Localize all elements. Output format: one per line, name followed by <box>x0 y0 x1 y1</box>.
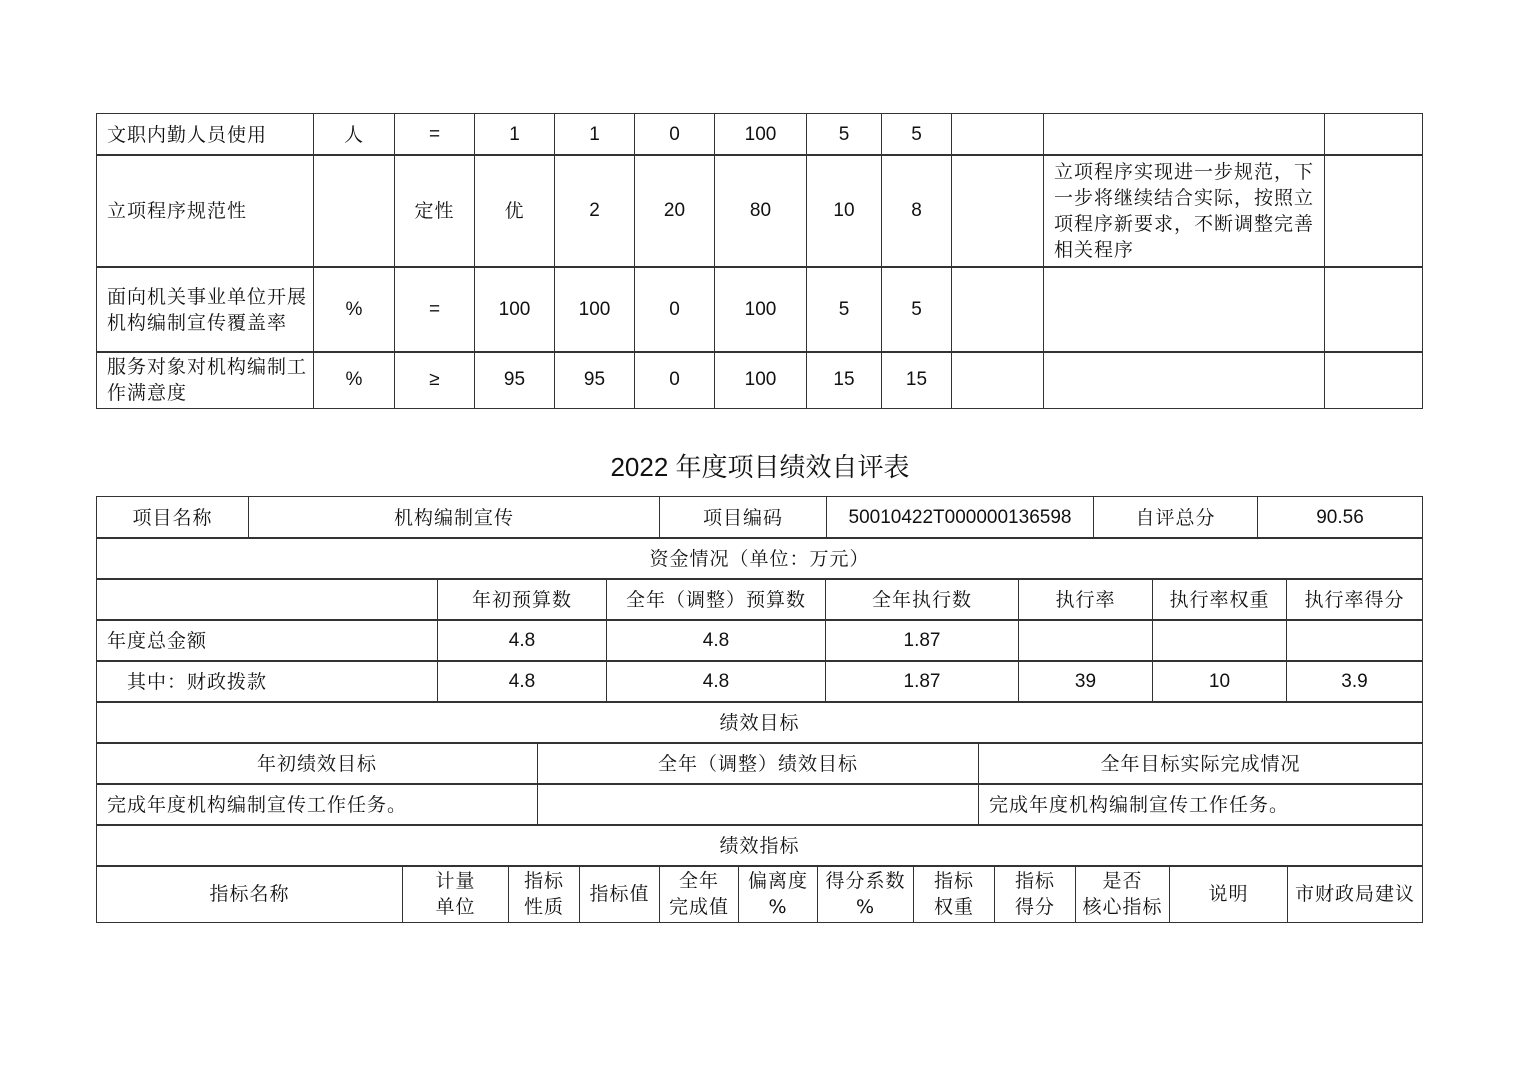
table-cell <box>96 578 438 621</box>
table-cell <box>537 783 979 826</box>
table-cell: 1 <box>554 113 635 156</box>
table-cell <box>951 154 1044 268</box>
performance-self-evaluation-table <box>97 497 1423 922</box>
table-cell: 年初绩效目标 <box>96 742 538 785</box>
table-cell <box>1152 619 1287 662</box>
table-cell: = <box>394 113 475 156</box>
table-cell: 100 <box>474 266 555 353</box>
table-cell: 完成年度机构编制宣传工作任务。 <box>978 783 1423 826</box>
table-cell <box>951 351 1044 409</box>
table-cell: 4.8 <box>437 619 607 662</box>
table-cell: 计量 单位 <box>402 865 509 923</box>
table-cell: 100 <box>714 113 807 156</box>
table-cell: 全年（调整）绩效目标 <box>537 742 979 785</box>
project-info-row <box>97 496 1423 538</box>
table-cell: 绩效目标 <box>96 701 1423 744</box>
table-cell: 1.87 <box>825 660 1019 703</box>
table-cell: 资金情况（单位：万元） <box>96 537 1423 580</box>
table-cell <box>1043 113 1325 156</box>
table-cell: 全年执行数 <box>825 578 1019 621</box>
table-cell: 指标名称 <box>96 865 403 923</box>
goals-header-row <box>97 701 1423 743</box>
table-cell: 是否 核心指标 <box>1075 865 1170 923</box>
table-cell: % <box>313 351 395 409</box>
table-cell: 10 <box>1152 660 1287 703</box>
table-cell <box>1324 266 1423 353</box>
table-cell: 完成年度机构编制宣传工作任务。 <box>96 783 538 826</box>
page-title: 2022 年度项目绩效自评表 <box>610 452 910 482</box>
table-cell: 其中：财政拨款 <box>96 660 438 703</box>
table-row <box>97 113 1423 155</box>
table-cell: 优 <box>474 154 555 268</box>
table-cell: 0 <box>634 266 715 353</box>
table-cell: = <box>394 266 475 353</box>
table-cell: 20 <box>634 154 715 268</box>
table-cell: 绩效指标 <box>96 824 1423 867</box>
table-cell: 39 <box>1018 660 1153 703</box>
table-cell: 5 <box>806 266 882 353</box>
table-cell: 1.87 <box>825 619 1019 662</box>
table-cell: 8 <box>881 154 952 268</box>
table-cell <box>1043 351 1325 409</box>
table-cell: 4.8 <box>437 660 607 703</box>
table-cell: 年初预算数 <box>437 578 607 621</box>
table-cell <box>1018 619 1153 662</box>
table-cell: 95 <box>554 351 635 409</box>
table-cell: 人 <box>313 113 395 156</box>
table-cell: 全年（调整）预算数 <box>606 578 826 621</box>
table-cell: 100 <box>714 266 807 353</box>
table-cell: 市财政局建议 <box>1287 865 1423 923</box>
table-cell: 立项程序实现进一步规范，下一步将继续结合实际，按照立项程序新要求，不断调整完善相关程序 <box>1043 154 1325 268</box>
table-cell: 面向机关事业单位开展机构编制宣传覆盖率 <box>96 266 314 353</box>
table-cell: 50010422T000000136598 <box>826 496 1094 539</box>
table-cell: 5 <box>806 113 882 156</box>
table-cell: 15 <box>806 351 882 409</box>
table-cell: 执行率权重 <box>1152 578 1287 621</box>
table-cell: 1 <box>474 113 555 156</box>
table-cell: 100 <box>554 266 635 353</box>
table-cell: ≥ <box>394 351 475 409</box>
goals-values-row <box>97 783 1423 825</box>
table-cell: 得分系数 % <box>817 865 914 923</box>
table-cell: % <box>313 266 395 353</box>
table-cell: 0 <box>634 351 715 409</box>
funds-row <box>97 619 1423 661</box>
funds-columns-row <box>97 578 1423 620</box>
table-cell: 0 <box>634 113 715 156</box>
table-cell: 服务对象对机构编制工作满意度 <box>96 351 314 409</box>
table-cell: 自评总分 <box>1093 496 1258 539</box>
table-cell: 项目名称 <box>96 496 249 539</box>
table-cell: 说明 <box>1169 865 1288 923</box>
table-cell: 指标值 <box>579 865 660 923</box>
table-cell: 执行率得分 <box>1286 578 1423 621</box>
indicator-table-continued <box>97 114 1423 408</box>
table-cell: 机构编制宣传 <box>248 496 660 539</box>
table-cell: 指标 得分 <box>994 865 1076 923</box>
table-cell: 项目编码 <box>659 496 827 539</box>
table-cell <box>1043 266 1325 353</box>
funds-header-row <box>97 537 1423 579</box>
table-cell: 2 <box>554 154 635 268</box>
table-cell: 文职内勤人员使用 <box>96 113 314 156</box>
table-cell: 全年目标实际完成情况 <box>978 742 1423 785</box>
table-cell <box>1324 113 1423 156</box>
table-cell: 定性 <box>394 154 475 268</box>
table-row <box>97 154 1423 267</box>
table-row <box>97 266 1423 352</box>
table-cell <box>951 113 1044 156</box>
table-cell: 执行率 <box>1018 578 1153 621</box>
indicator-columns-row <box>97 865 1423 922</box>
table-cell <box>313 154 395 268</box>
table-cell: 5 <box>881 266 952 353</box>
table-cell: 5 <box>881 113 952 156</box>
table-cell: 偏离度 % <box>738 865 818 923</box>
table-cell <box>951 266 1044 353</box>
table-cell: 全年 完成值 <box>659 865 739 923</box>
table-cell: 90.56 <box>1257 496 1423 539</box>
table-cell: 指标 权重 <box>913 865 995 923</box>
table-cell: 80 <box>714 154 807 268</box>
table-cell: 4.8 <box>606 660 826 703</box>
table-cell: 3.9 <box>1286 660 1423 703</box>
table-cell: 立项程序规范性 <box>96 154 314 268</box>
table-cell <box>1286 619 1423 662</box>
table-cell: 15 <box>881 351 952 409</box>
table-cell: 指标 性质 <box>508 865 580 923</box>
funds-row <box>97 660 1423 702</box>
table-cell: 100 <box>714 351 807 409</box>
table-row <box>97 351 1423 408</box>
table-cell: 4.8 <box>606 619 826 662</box>
table-cell <box>1324 351 1423 409</box>
goals-columns-row <box>97 742 1423 784</box>
table-cell <box>1324 154 1423 268</box>
table-cell: 95 <box>474 351 555 409</box>
table-cell: 10 <box>806 154 882 268</box>
table-cell: 年度总金额 <box>96 619 438 662</box>
indicators-header-row <box>97 824 1423 866</box>
